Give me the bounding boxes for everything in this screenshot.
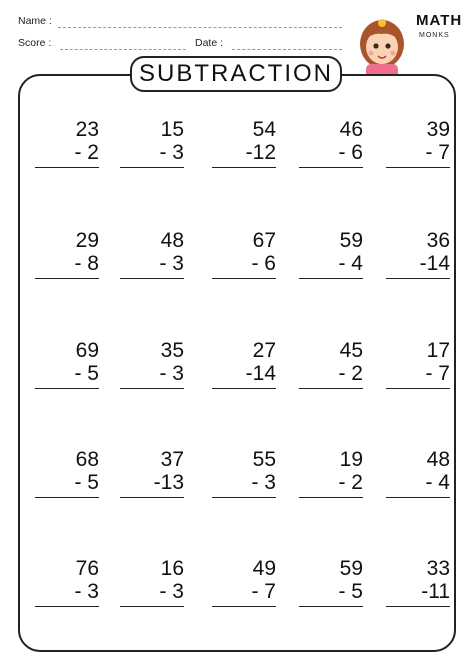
minuend: 69	[75, 339, 99, 362]
name-line[interactable]	[58, 27, 342, 28]
answer-line[interactable]	[212, 167, 276, 168]
minuend: 45	[339, 339, 363, 362]
answer-line[interactable]	[212, 278, 276, 279]
answer-line[interactable]	[299, 167, 363, 168]
subtraction-problem	[120, 557, 184, 607]
subtrahend: - 4	[425, 471, 450, 494]
answer-line[interactable]	[386, 167, 450, 168]
subtraction-problem	[299, 448, 363, 498]
subtraction-problem	[386, 118, 450, 168]
subtrahend: - 2	[338, 471, 363, 494]
minuend: 37	[160, 448, 184, 471]
score-line[interactable]	[60, 49, 186, 50]
subtraction-problem	[386, 229, 450, 279]
minuend: 59	[339, 229, 363, 252]
subtraction-problem	[120, 448, 184, 498]
minuend: 76	[75, 557, 99, 580]
subtraction-problem	[35, 557, 99, 607]
subtraction-problem	[120, 339, 184, 389]
subtraction-problem	[386, 557, 450, 607]
minuend: 48	[426, 448, 450, 471]
subtrahend: - 3	[159, 580, 184, 603]
minuend: 29	[75, 229, 99, 252]
answer-line[interactable]	[120, 278, 184, 279]
answer-line[interactable]	[35, 278, 99, 279]
subtraction-problem	[35, 118, 99, 168]
subtrahend: - 2	[74, 141, 99, 164]
subtrahend: - 6	[338, 141, 363, 164]
answer-line[interactable]	[120, 388, 184, 389]
subtrahend: - 2	[338, 362, 363, 385]
minuend: 17	[426, 339, 450, 362]
subtraction-problem	[212, 339, 276, 389]
answer-line[interactable]	[386, 278, 450, 279]
minuend: 59	[339, 557, 363, 580]
subtraction-problem	[120, 229, 184, 279]
answer-line[interactable]	[35, 606, 99, 607]
date-line[interactable]	[232, 49, 342, 50]
subtrahend: - 7	[425, 141, 450, 164]
minuend: 15	[160, 118, 184, 141]
subtraction-problem	[212, 448, 276, 498]
subtrahend: - 6	[251, 252, 276, 275]
answer-line[interactable]	[212, 606, 276, 607]
minuend: 48	[160, 229, 184, 252]
subtrahend: -14	[245, 362, 276, 385]
subtrahend: -12	[245, 141, 276, 164]
subtraction-problem	[35, 339, 99, 389]
subtraction-problem	[212, 229, 276, 279]
subtraction-problem	[299, 339, 363, 389]
answer-line[interactable]	[212, 388, 276, 389]
minuend: 55	[252, 448, 276, 471]
subtrahend: -14	[419, 252, 450, 275]
subtrahend: - 4	[338, 252, 363, 275]
subtrahend: - 3	[159, 141, 184, 164]
subtraction-problem	[299, 557, 363, 607]
minuend: 49	[252, 557, 276, 580]
subtrahend: - 5	[74, 471, 99, 494]
subtraction-problem	[35, 229, 99, 279]
subtraction-problem	[299, 118, 363, 168]
subtrahend: - 8	[74, 252, 99, 275]
subtraction-problem	[120, 118, 184, 168]
date-label: Date :	[195, 37, 224, 49]
subtrahend: -11	[421, 580, 450, 603]
subtraction-problem	[386, 339, 450, 389]
subtrahend: - 3	[251, 471, 276, 494]
subtrahend: - 5	[338, 580, 363, 603]
subtrahend: - 7	[251, 580, 276, 603]
minuend: 16	[160, 557, 184, 580]
minuend: 68	[75, 448, 99, 471]
answer-line[interactable]	[35, 167, 99, 168]
answer-line[interactable]	[299, 606, 363, 607]
answer-line[interactable]	[386, 388, 450, 389]
minuend: 54	[252, 118, 276, 141]
subtrahend: - 3	[159, 362, 184, 385]
minuend: 36	[426, 229, 450, 252]
minuend: 39	[426, 118, 450, 141]
subtraction-problem	[212, 118, 276, 168]
minuend: 23	[75, 118, 99, 141]
subtrahend: - 5	[74, 362, 99, 385]
subtrahend: - 7	[425, 362, 450, 385]
answer-line[interactable]	[35, 388, 99, 389]
answer-line[interactable]	[386, 497, 450, 498]
subtrahend: - 3	[74, 580, 99, 603]
math-monks-logo	[416, 12, 466, 48]
subtrahend: - 3	[159, 252, 184, 275]
answer-line[interactable]	[299, 388, 363, 389]
answer-line[interactable]	[35, 497, 99, 498]
answer-line[interactable]	[212, 497, 276, 498]
answer-line[interactable]	[386, 606, 450, 607]
answer-line[interactable]	[299, 278, 363, 279]
subtraction-problem	[35, 448, 99, 498]
logo-sub-text: MONKS	[419, 32, 450, 39]
answer-line[interactable]	[120, 167, 184, 168]
answer-line[interactable]	[299, 497, 363, 498]
subtrahend: -13	[153, 471, 184, 494]
name-label: Name :	[18, 15, 52, 27]
answer-line[interactable]	[120, 606, 184, 607]
minuend: 27	[252, 339, 276, 362]
subtraction-problem	[299, 229, 363, 279]
minuend: 46	[339, 118, 363, 141]
score-label: Score :	[18, 37, 52, 49]
minuend: 67	[252, 229, 276, 252]
subtraction-problem	[386, 448, 450, 498]
minuend: 35	[160, 339, 184, 362]
worksheet-title: SUBTRACTION	[130, 56, 342, 92]
logo-main-text: MATH	[416, 12, 463, 29]
minuend: 33	[426, 557, 450, 580]
answer-line[interactable]	[120, 497, 184, 498]
subtraction-problem	[212, 557, 276, 607]
minuend: 19	[339, 448, 363, 471]
